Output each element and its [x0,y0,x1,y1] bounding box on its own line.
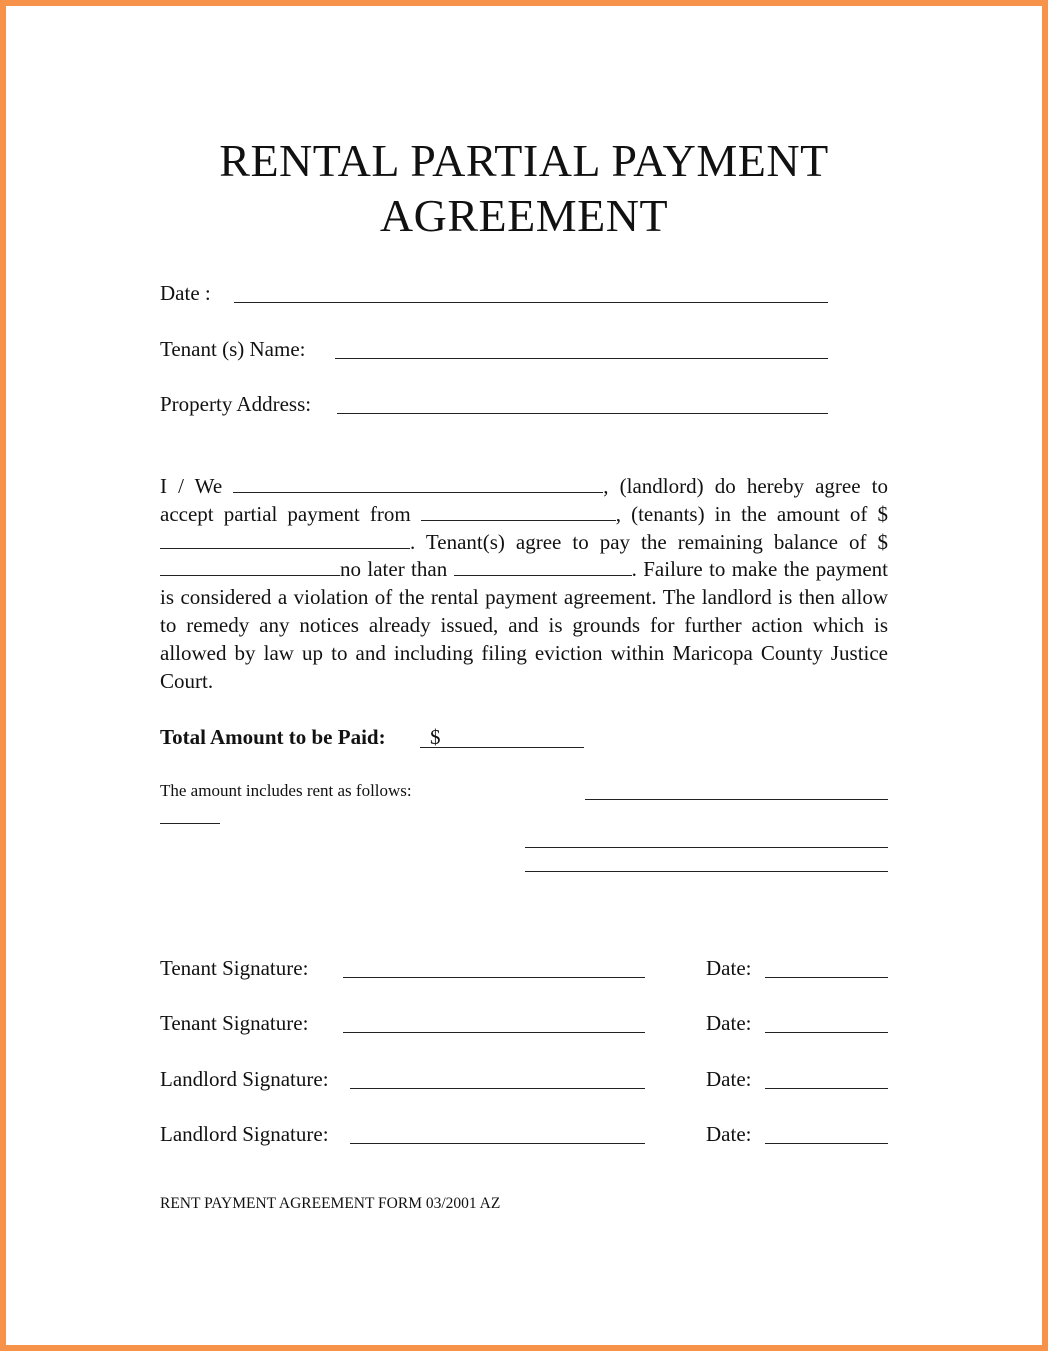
property-address-field-line[interactable] [337,413,828,414]
signature-date-line-4[interactable] [765,1143,888,1144]
signature-label-4: Landlord Signature: [160,1122,329,1146]
signature-line-2[interactable] [343,1032,645,1033]
agreement-paragraph [160,473,888,695]
signature-line-1[interactable] [343,977,645,978]
signature-date-label-3: Date: [706,1067,752,1091]
signature-date-line-2[interactable] [765,1032,888,1033]
rent-detail-line-2[interactable] [160,823,220,824]
document-title-line-2: AGREEMENT [379,190,669,241]
landlord-name-blank[interactable] [233,476,603,493]
date-label: Date : [160,281,211,305]
total-amount-label: Total Amount to be Paid: [160,725,386,749]
signature-date-label-4: Date: [706,1122,752,1146]
rent-includes-label: The amount includes rent as follows: [160,781,412,800]
paragraph-text-2: , (landlord) do hereby agree to accept partial payment from [160,474,888,526]
signature-date-line-1[interactable] [765,977,888,978]
total-amount-field-line[interactable] [420,747,584,748]
tenant-name-label: Tenant (s) Name: [160,337,306,361]
rent-detail-line-4[interactable] [525,871,888,872]
paragraph-text-1: I / We [160,474,223,498]
rent-detail-line-3[interactable] [525,847,888,848]
paragraph-text-4: . Tenant(s) agree to pay the remaining balance of $ [410,529,888,554]
amount-blank[interactable] [160,532,410,549]
total-amount-currency: $ [430,725,441,749]
signature-line-3[interactable] [350,1088,645,1089]
deadline-blank[interactable] [454,559,632,576]
signature-line-4[interactable] [350,1143,645,1144]
document-title-line-1: RENTAL PARTIAL PAYMENT [219,135,829,186]
signature-date-label-2: Date: [706,1011,752,1035]
paragraph-text-3: , (tenants) in the amount of $ [615,501,889,526]
rent-detail-line-1[interactable] [585,799,888,800]
date-field-line[interactable] [234,302,828,303]
signature-label-2: Tenant Signature: [160,1011,309,1035]
paragraph-text-5: no later than [340,557,448,582]
signature-date-line-3[interactable] [765,1088,888,1089]
signature-label-1: Tenant Signature: [160,956,309,980]
signature-date-label-1: Date: [706,956,752,980]
tenants-name-blank[interactable] [421,504,616,521]
paragraph-text-6: . Failure to make the payment is considered a violation of the rental payment agreement. The landlord is then allow to remedy any notices already issued, and is grounds for further action which is allowed by law up to and including filing eviction within Maricopa County Justice Court. [160,557,889,693]
form-footer: RENT PAYMENT AGREEMENT FORM 03/2001 AZ [160,1195,501,1212]
signature-label-3: Landlord Signature: [160,1067,329,1091]
balance-blank[interactable] [160,559,340,576]
property-address-label: Property Address: [160,392,312,416]
tenant-name-field-line[interactable] [335,358,828,359]
